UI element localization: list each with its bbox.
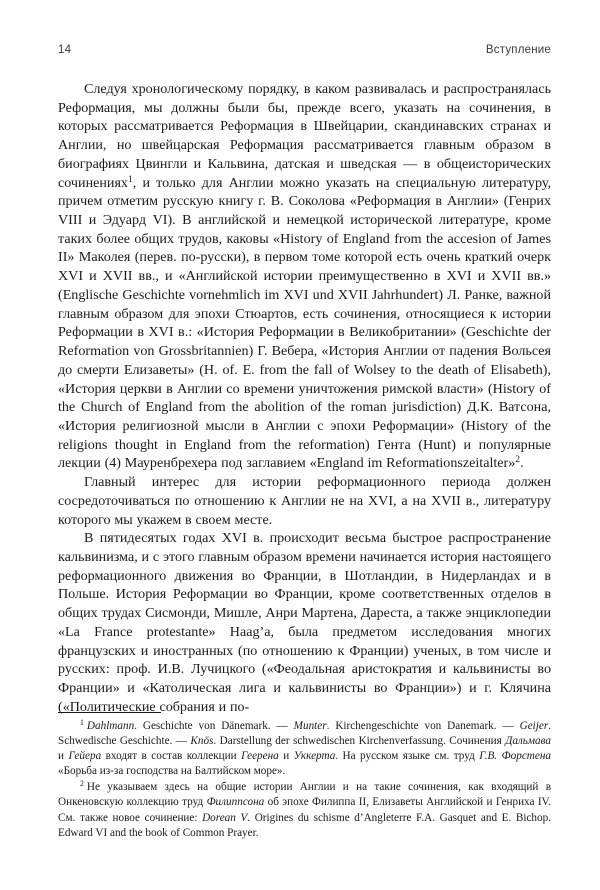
footnote-section	[58, 712, 551, 841]
footnote-text: Не указываем здесь на общие истории Англии и на такие сочинения, как входящий в Онкеновскую коллекцию труд Филиппсона об эпохе Филиппа II, Елизаветы Английской и Генриха IV. См. также новое сочинение: Dorean V. Origines du schisme d’Angleterre F.A. Gasquet and E. Bichop. Edward VI and the book of Common Prayer.	[58, 781, 551, 839]
footnote-item	[58, 780, 551, 840]
footnote-item	[58, 719, 551, 779]
running-head-section-title: Вступление	[485, 44, 551, 56]
paragraph: В пятидесятых годах XVI в. происходит весьма быстрое распространение кальвинизма, и с этого главным образом времени начинается история настоящего реформационного движения во Франции, в Шотландии, в Нидерландах и в Польше. История Реформации во Франции, кроме соответственных отделов в общих трудах Сисмонди, Мишле, Анри Мартена, Дареста, а также энциклопедии «La France protestante» Haag’a, была предметом исследования многих французских и иностранных (по отношению к Франции) ученых, в том числе и русских: проф. И.В. Лучицкого («Феодальная аристократия и кальвинисты во Франции» и «Католическая лига и кальвинисты во Франции») и г. Клячина («Политические собрания и по-	[58, 530, 551, 715]
body-text-block	[58, 80, 551, 716]
running-head	[58, 44, 551, 56]
paragraph: Следуя хронологическому порядку, в каком развивалась и распространялась Реформация, мы должны были бы, прежде всего, указать на сочинения, в которых рассматривается Реформация в Швейцарии, скандинавских странах и Англии, но швейцарская Реформация рассматривается главным образом в биографиях Цвингли и Кальвина, датская и шведская — в общеисторических сочинениях$^1$, и только для Англии можно указать на специальную литературу, причем отметим русскую книгу г. В. Соколова «Реформация в Англии» (Генрих VIII и Эдуард VI). В английской и немецкой исторической литературе, кроме таких более общих трудов, каковы «History of England from the accesion of James II» Маколея (перев. по-русски), в первом томе которой есть очень краткий очерк XVI и XVII вв., и «Английской истории преимущественно в XVI и XVII вв.» (Englische Geschichte vornehmlich im XVI und XVII Jahrhundert) Л. Ранке, важной главным образом для эпохи Стюартов, есть сочинения, относящиеся к истории Реформации в XVI в.: «История Реформации в Великобритании» (Geschichte der Reformation von Grossbritannien) Г. Вебера, «История Англии от падения Вольсея до смерти Елизаветы» (H. of. E. from the fall of Wolsey to the death of Elisabeth), «История церкви в Англии со времени уничтожения римской власти» (History of the Church of England from the abolition of the roman jurisdiction) Д.К. Ватсона, «История религиозной мысли в Англии с эпохи Реформации» (History of the religions thought in England from the reformation) Гента (Hunt) и популярные лекции (4) Мауренбрехера под заглавием «England im Reformationszeitalter»$^2$.	[58, 81, 551, 472]
footnote-marker: 1	[80, 717, 84, 727]
paragraph: Главный интерес для истории реформационного периода должен сосредоточиваться по отношению к Англии не на XVI, а на XVII в., литературу которого мы укажем в своем месте.	[58, 474, 551, 528]
footnote-separator-rule	[58, 712, 161, 713]
footnote-text: Dahlmann. Geschichte von Dänemark. — Munter. Kirchengeschichte von Danemark. — Geijer. Schwedische Geschichte. — Knös. Darstellung der schwedischen Kirchenverfassung. Сочинения Дальмава и Гейера входят в состав коллекции Геерена и Уккерта. На русском языке см. труд Г.В. Форстена «Борьба из-за господства на Балтийском море».	[58, 720, 552, 778]
page-number: 14	[58, 44, 72, 56]
footnote-marker: 2	[80, 779, 84, 789]
